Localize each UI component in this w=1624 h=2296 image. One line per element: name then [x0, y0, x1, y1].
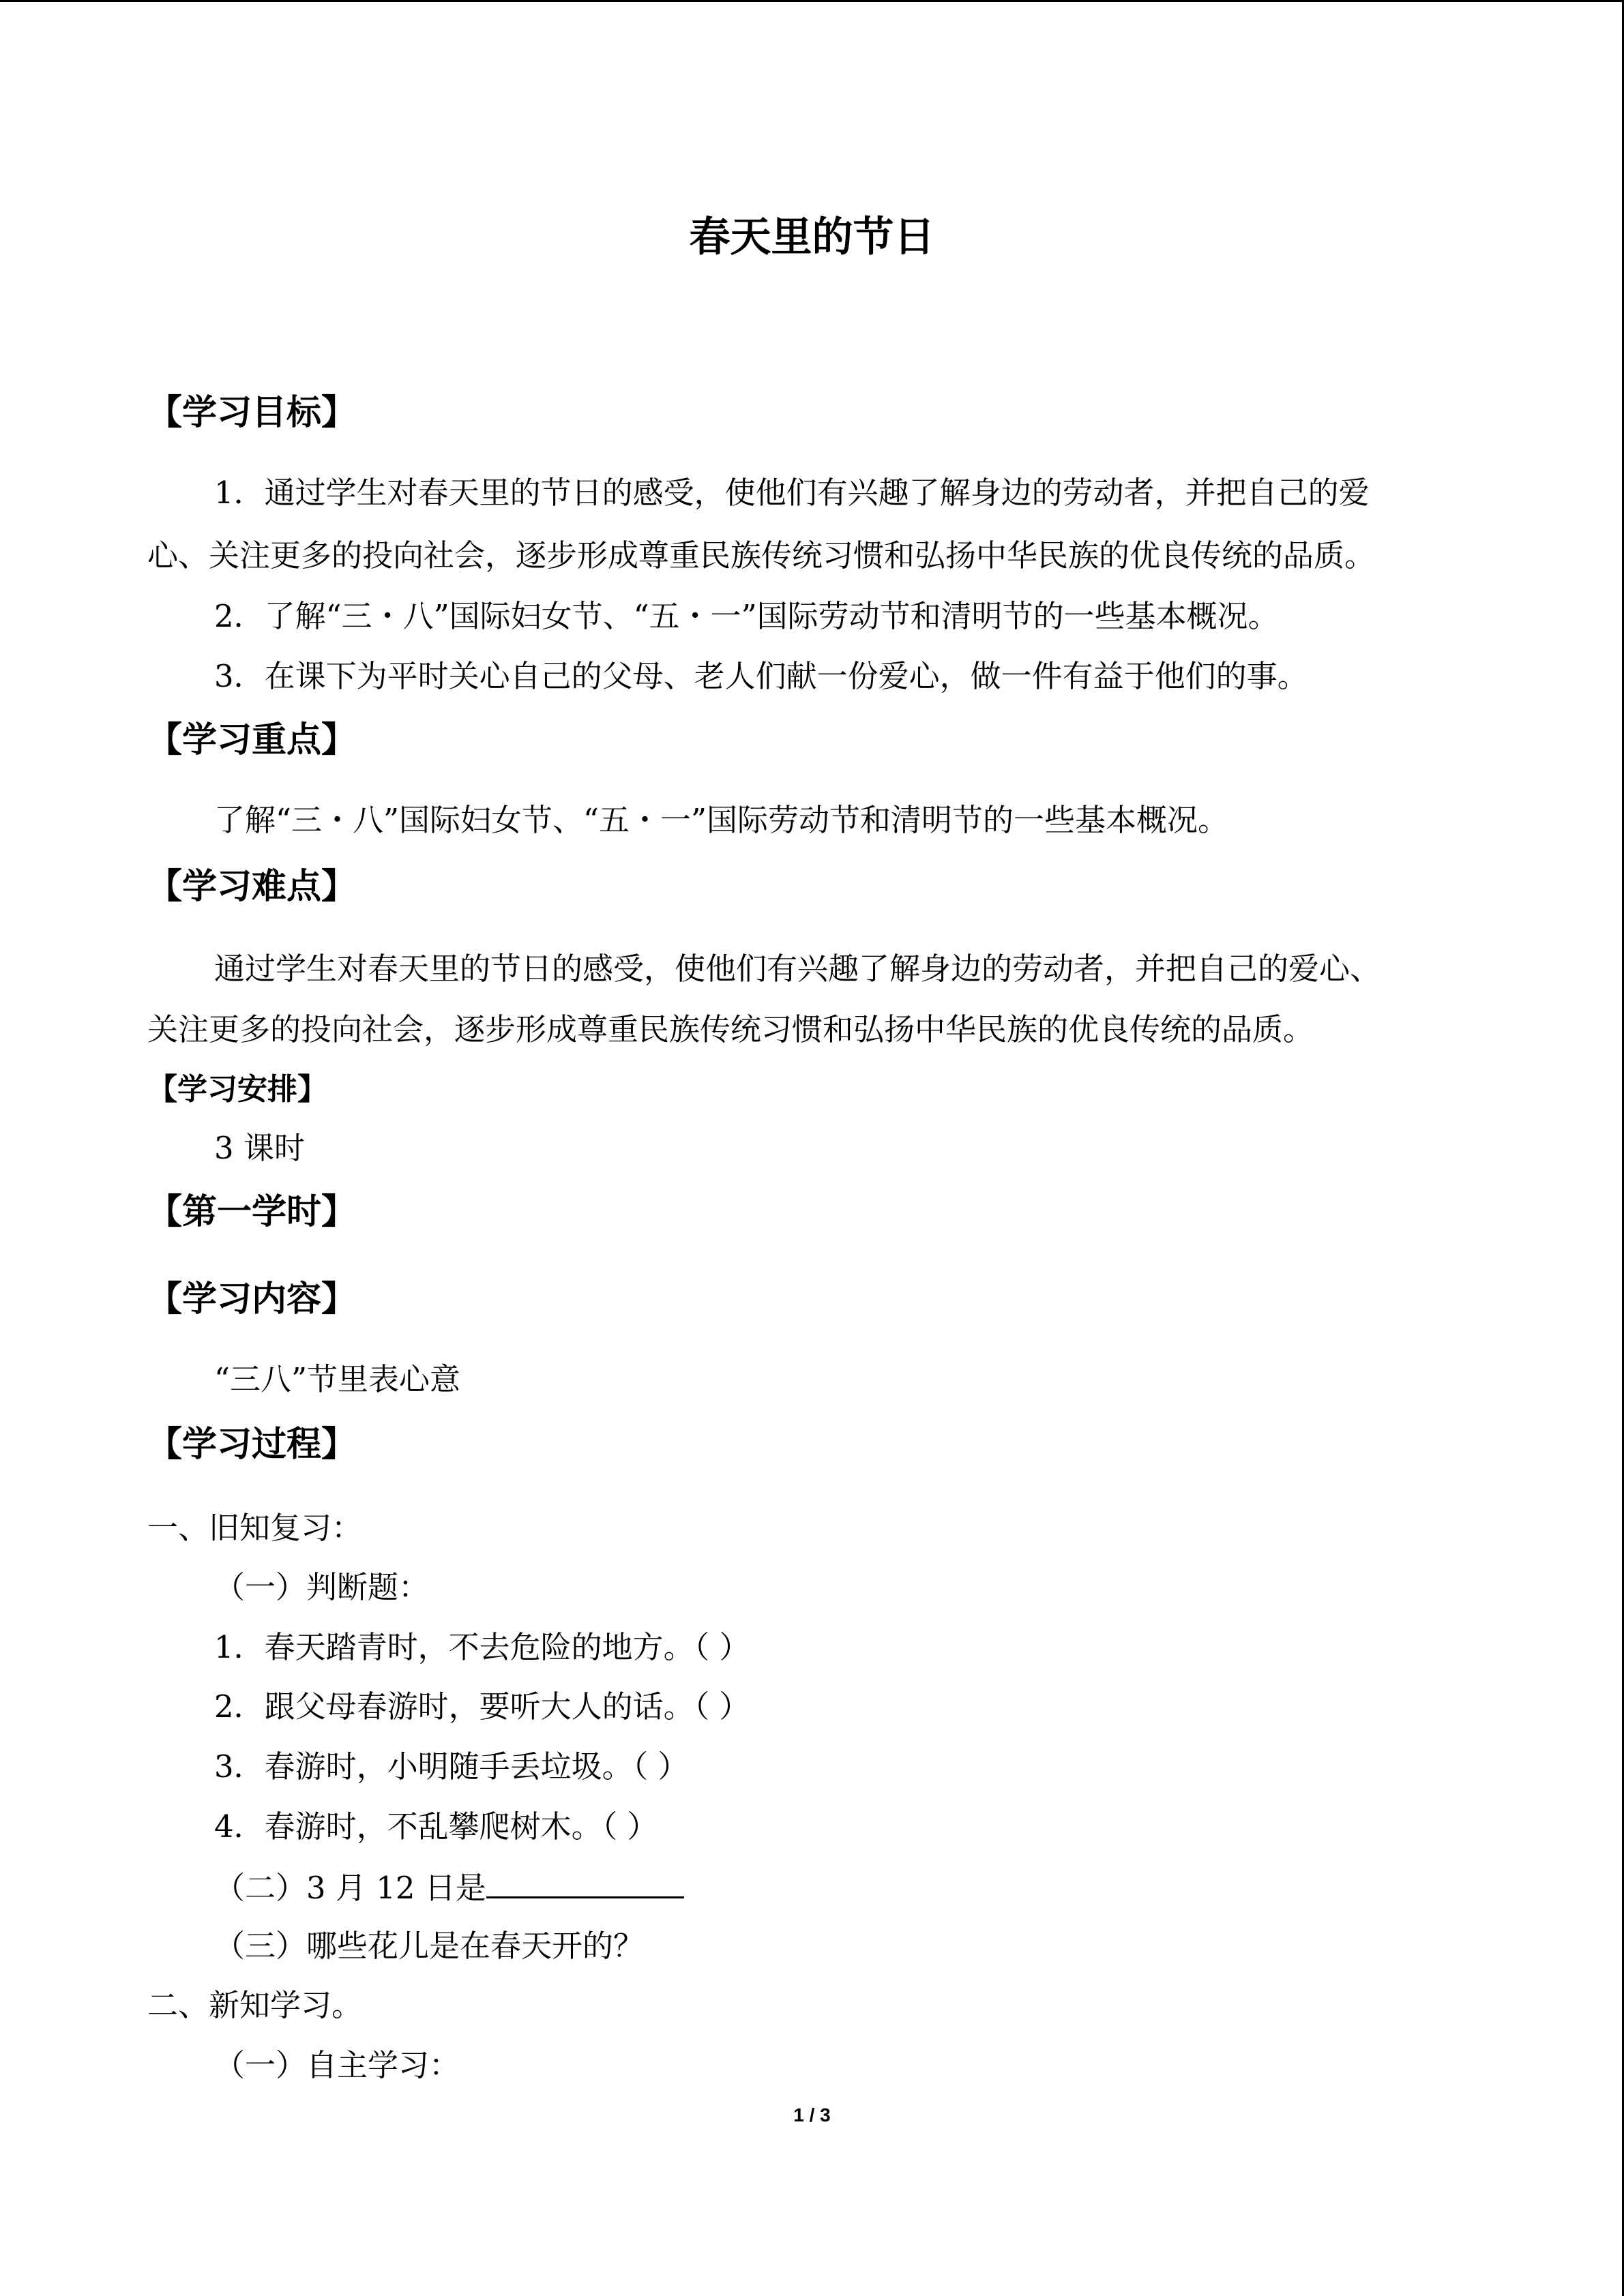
judge-title: （一）判断题： — [214, 1569, 430, 1605]
arrangement-heading: 【学习安排】 — [147, 1072, 327, 1107]
objectives-heading: 【学习目标】 — [147, 393, 357, 433]
objective-item-2: 2．了解“三・八”国际妇女节、“五・一”国际劳动节和清明节的一些基本概况。 — [214, 598, 1279, 634]
flowers-question: （三）哪些花儿是在春天开的？ — [214, 1928, 645, 1964]
objective-item-1-line-1: 1．通过学生对春天里的节日的感受，使他们有兴趣了解身边的劳动者，并把自己的爱 — [214, 475, 1370, 511]
review-title: 一、旧知复习： — [147, 1510, 363, 1546]
objective-item-3: 3．在课下为平时关心自己的父母、老人们献一份爱心，做一件有益于他们的事。 — [214, 658, 1308, 694]
judge-question-2: 2．跟父母春游时，要听大人的话。（ ） — [214, 1688, 750, 1725]
judge-question-1: 1．春天踏青时，不去危险的地方。（ ） — [214, 1629, 750, 1665]
arrangement-text: 3 课时 — [214, 1130, 305, 1166]
answer-blank — [486, 1870, 684, 1898]
difficulties-line-1: 通过学生对春天里的节日的感受，使他们有兴趣了解身边的劳动者，并把自己的爱心、 — [214, 951, 1381, 987]
key-points-text: 了解“三・八”国际妇女节、“五・一”国际劳动节和清明节的一些基本概况。 — [214, 802, 1229, 838]
page-border-top — [0, 0, 1624, 2]
judge-question-3: 3．春游时，小明随手丢垃圾。（ ） — [214, 1748, 689, 1785]
fill-blank-prefix: （二）3 月 12 日是 — [214, 1870, 486, 1906]
content-heading: 【学习内容】 — [147, 1279, 357, 1320]
judge-question-4: 4．春游时，不乱攀爬树木。（ ） — [214, 1808, 658, 1845]
page-number: 1 / 3 — [793, 2104, 831, 2126]
process-heading: 【学习过程】 — [147, 1425, 357, 1465]
content-text: “三八”节里表心意 — [214, 1361, 461, 1397]
document-title: 春天里的节日 — [689, 213, 935, 261]
key-points-heading: 【学习重点】 — [147, 720, 357, 760]
objective-item-1-line-2: 心、关注更多的投向社会，逐步形成尊重民族传统习惯和弘扬中华民族的优良传统的品质。 — [147, 537, 1376, 573]
difficulties-heading: 【学习难点】 — [147, 867, 357, 907]
self-study-title: （一）自主学习： — [214, 2047, 460, 2083]
first-period-heading: 【第一学时】 — [147, 1192, 357, 1232]
fill-blank-question — [214, 1870, 684, 1906]
difficulties-line-2: 关注更多的投向社会，逐步形成尊重民族传统习惯和弘扬中华民族的优良传统的品质。 — [147, 1011, 1314, 1047]
new-knowledge-title: 二、新知学习。 — [147, 1987, 363, 2023]
